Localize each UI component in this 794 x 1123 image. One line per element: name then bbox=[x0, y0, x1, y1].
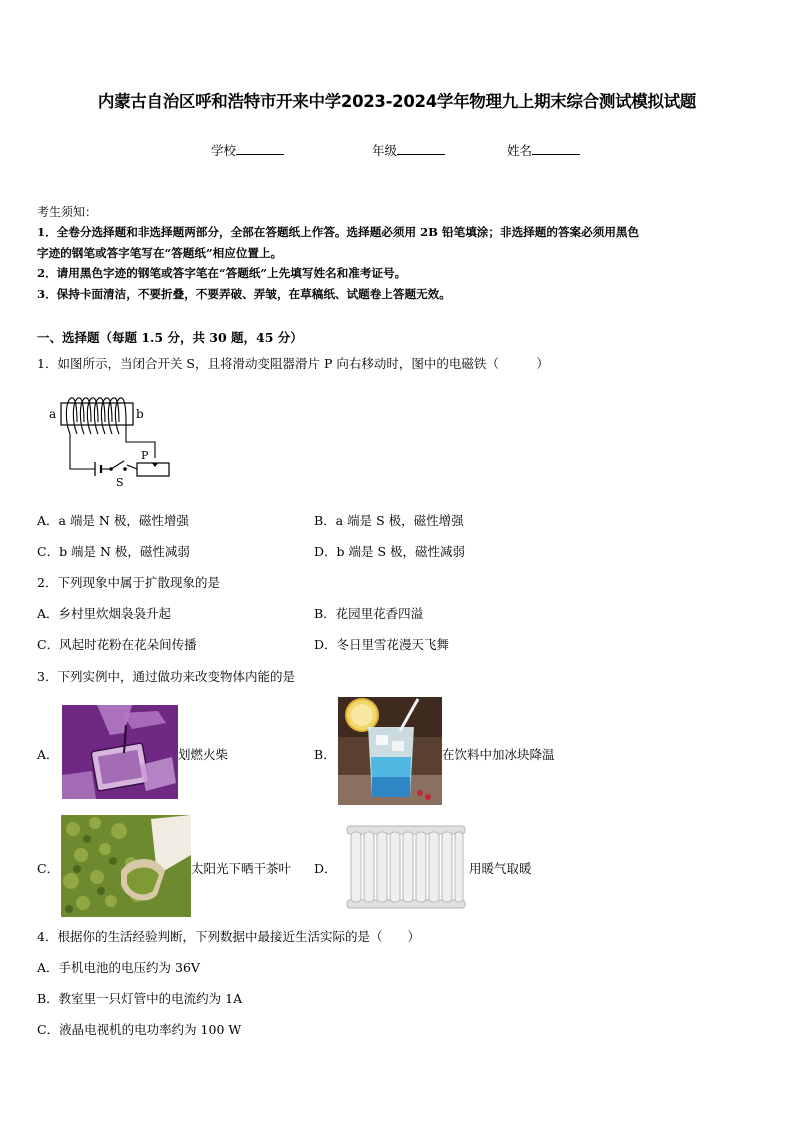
question-4-stem: 4．根据你的生活经验判断，下列数据中最接近生活实际的是（ ） bbox=[37, 929, 420, 944]
tea-photo bbox=[61, 815, 191, 917]
question-1-stem: 1．如图所示，当闭合开关 S，且将滑动变阻器滑片 P 向右移动时，图中的电磁铁（ ） bbox=[37, 356, 549, 371]
q2-option-d[interactable]: D．冬日里雪花漫天飞舞 bbox=[314, 637, 450, 652]
rheostat bbox=[137, 463, 169, 476]
notice-item-1-line-1: 1．全卷分选择题和非选择题两部分，全部在答题纸上作答。选择题必须用 2B 铅笔填涂；非选择题的答案必须用黑色 bbox=[37, 225, 640, 239]
q2-option-c[interactable]: C．风起时花粉在花朵间传播 bbox=[37, 637, 197, 652]
radiator-photo bbox=[345, 824, 467, 910]
q3-option-a-letter[interactable]: A． bbox=[37, 747, 59, 762]
label-b: b bbox=[136, 407, 144, 421]
q3-option-c-text: 太阳光下晒干茶叶 bbox=[191, 861, 292, 876]
q4-option-b[interactable]: B．教室里一只灯管中的电流约为 1A bbox=[37, 991, 243, 1006]
q2-option-a[interactable]: A．乡村里炊烟袅袅升起 bbox=[37, 606, 172, 621]
q3-option-a-text: 划燃火柴 bbox=[178, 747, 229, 762]
name-label: 姓名 bbox=[507, 143, 533, 158]
switch-lever bbox=[111, 461, 124, 469]
section-heading: 一、选择题（每题 1.5 分，共 30 题，45 分） bbox=[37, 330, 303, 345]
q2-option-b[interactable]: B．花园里花香四溢 bbox=[314, 606, 424, 621]
notice-item-2: 2．请用黑色字迹的钢笔或答字笔在“答题纸”上先填写姓名和准考证号。 bbox=[37, 266, 407, 280]
notice-item-1-line-2: 字迹的钢笔或答字笔写在“答题纸”相应位置上。 bbox=[37, 246, 283, 260]
label-s: S bbox=[116, 476, 124, 489]
name-blank[interactable] bbox=[532, 142, 580, 155]
school-blank[interactable] bbox=[236, 142, 284, 155]
page-title: 内蒙古自治区呼和浩特市开来中学2023-2024学年物理九上期末综合测试模拟试题 bbox=[97, 92, 697, 111]
q1-option-a[interactable]: A．a 端是 N 极，磁性增强 bbox=[37, 513, 189, 528]
grade-field bbox=[372, 141, 445, 159]
notice-item-3: 3．保持卡面清洁，不要折叠，不要弄破、弄皱，在草稿纸、试题卷上答题无效。 bbox=[37, 287, 451, 301]
q3-option-c-letter[interactable]: C． bbox=[37, 861, 60, 876]
q4-option-a[interactable]: A．手机电池的电压约为 36V bbox=[37, 960, 200, 975]
label-p: P bbox=[141, 449, 149, 462]
grade-label: 年级 bbox=[372, 143, 398, 158]
match-photo bbox=[62, 705, 178, 799]
grade-blank[interactable] bbox=[397, 142, 445, 155]
q1-option-c[interactable]: C．b 端是 N 极，磁性减弱 bbox=[37, 544, 190, 559]
coil bbox=[66, 398, 126, 434]
q3-option-b-text: 在饮料中加冰块降温 bbox=[442, 747, 555, 762]
notice-heading: 考生须知： bbox=[37, 205, 98, 219]
slider-arrow bbox=[152, 463, 158, 467]
question-2-stem: 2．下列现象中属于扩散现象的是 bbox=[37, 575, 220, 590]
question-3-stem: 3．下列实例中，通过做功来改变物体内能的是 bbox=[37, 669, 295, 684]
name-field bbox=[507, 141, 580, 159]
q3-option-d-letter[interactable]: D． bbox=[314, 861, 337, 876]
q3-option-d-text: 用暖气取暖 bbox=[469, 861, 532, 876]
circuit-diagram bbox=[45, 392, 185, 492]
switch-contact-right bbox=[123, 467, 127, 471]
label-a: a bbox=[49, 407, 57, 421]
q4-option-c[interactable]: C．液晶电视机的电功率约为 100 W bbox=[37, 1022, 242, 1037]
q1-option-d[interactable]: D．b 端是 S 极，磁性减弱 bbox=[314, 544, 466, 559]
q1-option-b[interactable]: B．a 端是 S 极，磁性增强 bbox=[314, 513, 464, 528]
drink-photo bbox=[338, 697, 442, 805]
school-field bbox=[211, 141, 284, 159]
q3-option-b-letter[interactable]: B． bbox=[314, 747, 336, 762]
school-label: 学校 bbox=[211, 143, 237, 158]
